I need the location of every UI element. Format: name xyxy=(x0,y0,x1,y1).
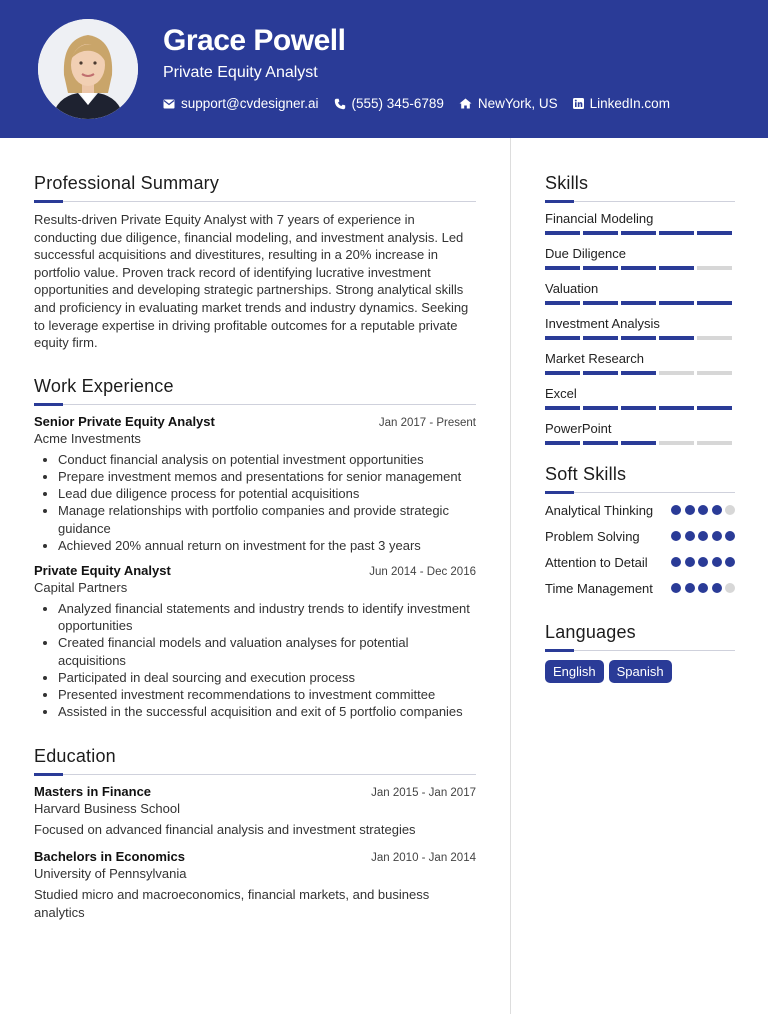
degree-date: Jan 2010 - Jan 2014 xyxy=(371,851,476,864)
soft-skill-rating xyxy=(668,531,736,541)
soft-skills-heading: Soft Skills xyxy=(545,464,627,484)
skill-segment-filled xyxy=(621,336,656,340)
skill-segment-filled xyxy=(583,371,618,375)
skill-level-bar xyxy=(545,231,735,235)
phone-icon xyxy=(334,98,346,110)
skill-segment-empty xyxy=(697,371,732,375)
skill-segment-filled xyxy=(545,301,580,305)
rating-dot-filled xyxy=(698,583,708,593)
contact-linkedin[interactable] xyxy=(573,96,670,111)
skill-item xyxy=(545,351,735,375)
job-bullet: • Achieved 20% annual return on investment for the past 3 years xyxy=(58,537,476,554)
job-bullet: • Participated in deal sourcing and execution process xyxy=(58,669,476,686)
job-bullet: • Conduct financial analysis on potential investment opportunities xyxy=(58,451,476,468)
skill-segment-empty xyxy=(697,266,732,270)
portrait-image xyxy=(38,19,138,119)
job-bullet: • Analyzed financial statements and industry trends to identify investment opportunities xyxy=(58,600,476,634)
rating-dot-filled xyxy=(712,557,722,567)
skill-name: Financial Modeling xyxy=(545,211,654,226)
skill-segment-filled xyxy=(659,406,694,410)
linkedin-text: LinkedIn.com xyxy=(589,96,670,111)
skills-list xyxy=(545,211,735,445)
skill-segment-filled xyxy=(583,406,618,410)
language-badge: English xyxy=(545,660,604,683)
skill-segment-filled xyxy=(621,406,656,410)
skill-item xyxy=(545,211,735,235)
skill-segment-filled xyxy=(545,336,580,340)
contact-email[interactable] xyxy=(163,96,319,111)
contact-bar xyxy=(163,96,685,111)
job-title: Private Equity Analyst xyxy=(34,562,171,578)
skill-segment-filled xyxy=(545,406,580,410)
education-section xyxy=(34,745,476,921)
candidate-role: Private Equity Analyst xyxy=(163,64,318,81)
section-rule xyxy=(34,774,476,775)
resume-header xyxy=(0,0,768,138)
rating-dot-filled xyxy=(671,505,681,515)
job-bullets xyxy=(34,600,476,720)
soft-skill-rating xyxy=(668,557,736,567)
skill-item xyxy=(545,281,735,305)
skill-segment-filled xyxy=(697,406,732,410)
skill-segment-filled xyxy=(621,231,656,235)
rating-dot-filled xyxy=(725,557,735,567)
skill-segment-filled xyxy=(583,336,618,340)
skill-segment-filled xyxy=(621,266,656,270)
contact-location xyxy=(459,96,558,111)
rating-dot-empty xyxy=(725,505,735,515)
skill-name: Investment Analysis xyxy=(545,316,660,331)
skill-item xyxy=(545,246,735,270)
phone-text: (555) 345-6789 xyxy=(351,96,444,111)
language-badge: Spanish xyxy=(609,660,672,683)
email-text: support@cvdesigner.ai xyxy=(181,96,319,111)
rating-dot-filled xyxy=(685,583,695,593)
rating-dot-filled xyxy=(698,531,708,541)
skills-section xyxy=(545,172,735,445)
skill-segment-empty xyxy=(659,371,694,375)
soft-skill-item xyxy=(545,528,735,545)
skill-name: PowerPoint xyxy=(545,421,612,436)
summary-heading: Professional Summary xyxy=(34,173,220,193)
soft-skill-rating xyxy=(668,583,736,593)
skill-name: Market Research xyxy=(545,351,644,366)
skill-segment-filled xyxy=(621,301,656,305)
soft-skill-name: Time Management xyxy=(545,581,653,596)
soft-skill-item xyxy=(545,502,735,519)
skill-segment-empty xyxy=(659,441,694,445)
profile-photo xyxy=(38,19,138,119)
soft-skill-item xyxy=(545,580,735,597)
job-entry xyxy=(34,563,476,720)
skill-segment-filled xyxy=(659,301,694,305)
degree-date: Jan 2015 - Jan 2017 xyxy=(371,787,476,800)
soft-skill-name: Analytical Thinking xyxy=(545,503,654,518)
school-name: University of Pennsylvania xyxy=(34,865,187,881)
skill-segment-filled xyxy=(545,441,580,445)
education-entry xyxy=(34,849,476,921)
skill-segment-filled xyxy=(545,371,580,375)
job-title: Senior Private Equity Analyst xyxy=(34,413,215,429)
skill-segment-empty xyxy=(697,441,732,445)
skill-level-bar xyxy=(545,266,735,270)
contact-phone[interactable] xyxy=(334,96,444,111)
skill-segment-filled xyxy=(545,266,580,270)
linkedin-icon xyxy=(573,98,584,109)
skill-segment-filled xyxy=(583,301,618,305)
skill-segment-filled xyxy=(583,266,618,270)
skill-segment-filled xyxy=(621,371,656,375)
section-rule xyxy=(545,650,735,651)
skill-segment-filled xyxy=(621,441,656,445)
rating-dot-filled xyxy=(698,557,708,567)
soft-skill-item xyxy=(545,554,735,571)
job-bullet: • Manage relationships with portfolio companies and provide strategic guidance xyxy=(58,502,476,536)
soft-skills-section xyxy=(545,463,735,597)
soft-skill-rating xyxy=(668,505,736,515)
skill-segment-filled xyxy=(697,301,732,305)
candidate-name: Grace Powell xyxy=(163,24,346,57)
main-column xyxy=(34,172,476,921)
language-list xyxy=(545,660,735,683)
degree-description: Studied micro and macroeconomics, financial markets, and business analytics xyxy=(34,886,430,920)
skill-item xyxy=(545,421,735,445)
rating-dot-filled xyxy=(671,557,681,567)
section-rule xyxy=(545,201,735,202)
skill-segment-filled xyxy=(583,231,618,235)
rating-dot-filled xyxy=(685,557,695,567)
soft-skill-name: Attention to Detail xyxy=(545,555,648,570)
job-company: Capital Partners xyxy=(34,579,128,595)
skill-segment-filled xyxy=(583,441,618,445)
skill-item xyxy=(545,386,735,410)
skill-segment-filled xyxy=(659,231,694,235)
experience-heading: Work Experience xyxy=(34,375,174,396)
skill-name: Excel xyxy=(545,386,577,401)
rating-dot-filled xyxy=(685,505,695,515)
rating-dot-filled xyxy=(698,505,708,515)
column-divider xyxy=(510,138,511,1014)
rating-dot-filled xyxy=(671,583,681,593)
home-icon xyxy=(459,98,472,109)
job-date: Jun 2014 - Dec 2016 xyxy=(369,565,476,578)
rating-dot-filled xyxy=(712,505,722,515)
rating-dot-filled xyxy=(712,583,722,593)
envelope-icon xyxy=(163,99,175,109)
skill-segment-empty xyxy=(697,336,732,340)
summary-text: Results-driven Private Equity Analyst with 7 years of experience in conducting due diligence, financial modeling, and investment analysis. Led successful acquisitions and divestitures, resulting in a 20% increase in portfolio value. Proven track record of identifying lucrative investment opportunities and developing strategic partnerships. Strong analytical skills and proficiency in evaluating market trends and industry dynamics. Seeking to leverage expertise in driving profitable outcomes for a reputable private equity firm. xyxy=(34,212,469,351)
summary-section xyxy=(34,172,476,352)
job-entry xyxy=(34,414,476,554)
skill-segment-filled xyxy=(659,336,694,340)
section-rule xyxy=(545,492,735,493)
skill-level-bar xyxy=(545,406,735,410)
section-rule xyxy=(34,201,476,202)
job-bullets xyxy=(34,451,476,554)
skill-level-bar xyxy=(545,371,735,375)
section-rule xyxy=(34,404,476,405)
rating-dot-filled xyxy=(685,531,695,541)
degree-description: Focused on advanced financial analysis and investment strategies xyxy=(34,822,416,838)
job-bullet: • Assisted in the successful acquisition and exit of 5 portfolio companies xyxy=(58,703,476,720)
skill-segment-filled xyxy=(697,231,732,235)
degree-title: Bachelors in Economics xyxy=(34,848,185,864)
skill-segment-filled xyxy=(659,266,694,270)
skill-item xyxy=(545,316,735,340)
skill-level-bar xyxy=(545,441,735,445)
soft-skill-name: Problem Solving xyxy=(545,529,640,544)
location-text: NewYork, US xyxy=(477,96,558,111)
skill-name: Valuation xyxy=(545,281,599,296)
job-bullet: • Lead due diligence process for potential acquisitions xyxy=(58,485,476,502)
rating-dot-empty xyxy=(725,583,735,593)
skill-name: Due Diligence xyxy=(545,246,626,261)
job-bullet: • Created financial models and valuation analyses for potential acquisitions xyxy=(58,634,476,668)
languages-section xyxy=(545,621,735,683)
experience-section xyxy=(34,375,476,721)
skill-level-bar xyxy=(545,301,735,305)
job-bullet: • Presented investment recommendations to investment committee xyxy=(58,686,476,703)
job-company: Acme Investments xyxy=(34,430,141,446)
rating-dot-filled xyxy=(671,531,681,541)
rating-dot-filled xyxy=(725,531,735,541)
rating-dot-filled xyxy=(712,531,722,541)
degree-title: Masters in Finance xyxy=(34,784,152,800)
skills-heading: Skills xyxy=(545,173,589,193)
side-column xyxy=(545,172,735,683)
job-bullet: • Prepare investment memos and presentations for senior management xyxy=(58,468,476,485)
skill-level-bar xyxy=(545,336,735,340)
job-date: Jan 2017 - Present xyxy=(378,416,476,429)
school-name: Harvard Business School xyxy=(34,801,180,817)
education-entry xyxy=(34,784,476,839)
education-heading: Education xyxy=(34,746,116,767)
skill-segment-filled xyxy=(545,231,580,235)
languages-heading: Languages xyxy=(545,622,636,642)
